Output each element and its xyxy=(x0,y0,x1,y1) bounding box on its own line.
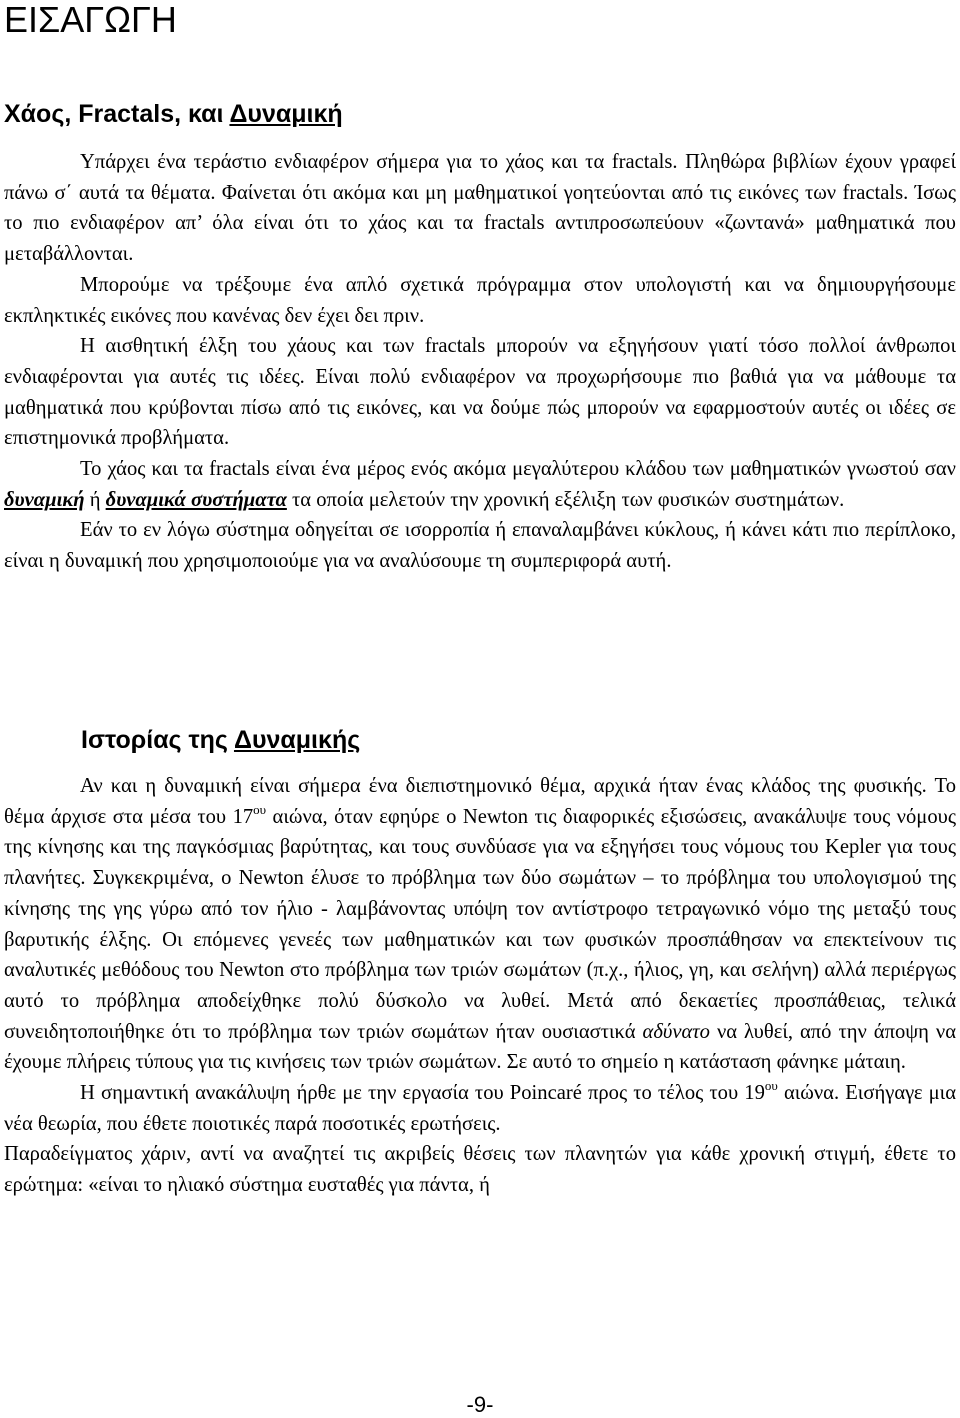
section-chaos-fractals xyxy=(4,147,956,577)
section-history-dynamics xyxy=(4,771,956,1201)
text-run: Το χάος και τα fractals είναι ένα μέρος ενός ακόμα μεγαλύτερου κλάδου των μαθηματικών γνωστού σαν xyxy=(80,458,956,481)
text-run: ή xyxy=(84,488,106,511)
section-title-prefix: Ιστορίας της xyxy=(81,726,234,754)
section-title-history xyxy=(81,721,360,759)
text-run: αιώνα, όταν εφηύρε ο Newton τις διαφορικές εξισώσεις, ανακάλυψε τους νόμους της κίνησης και της παγκόσμιας βαρύτητας, και τους συνδύασε για να εξηγήσει τους νόμους του Kepler για τους πλανήτες. Συγκεκριμένα, ο Newton έλυσε το πρόβλημα των δύο σωμάτων – το πρόβλημα του υπολογισμού της κίνησης της γης γύρω από τον ήλιο - λαμβάνοντας υπόψη τον αντίστροφο τετραγωνικό νόμο της μεταξύ τους βαρυτικής έλξης. Οι επόμενες γενεές των μαθηματικών και των φυσικών προσπάθησαν να επεκτείνουν τις αναλυτικές μεθόδους του Newton στο πρόβλημα των τριών σωμάτων (π.χ., ήλιος, γη, και σελήνη) αλλά περιέργως αυτό το πρόβλημα αποδείχθηκε πολύ δύσκολο να λυθεί. Μετά από δεκαετίες προσπάθειας, τελικά συνειδητοποιήθηκε ότι το πρόβλημα των τριών σωμάτων ήταν ουσιαστικά xyxy=(4,805,956,1043)
text-run: να λυθεί, από την άποψη να έχουμε πλήρεις τύπους για τις κινήσεις των τριών σωμάτων. Σε αυτό το σημείο η κατάσταση φάνηκε μάταιη. xyxy=(4,1020,957,1074)
text-run: Η σημαντική ανακάλυψη ήρθε με την εργασία του Poincaré προς το τέλος του 19 xyxy=(80,1082,765,1105)
paragraph: Υπάρχει ένα τεράστιο ενδιαφέρον σήμερα για το χάος και τα fractals. Πληθώρα βιβλίων έχουν γραφεί πάνω σ΄ αυτά τα θέματα. Φαίνεται ότι ακόμα και μη μαθηματικοί γοητεύονται από τις εικόνες των fractals. Ίσως το πιο ενδιαφέρον απ’ όλα είναι ότι το χάος και τα fractals αντιπροσωπεύουν «ζωντανά» μαθηματικά που μεταβάλλονται. xyxy=(4,151,956,266)
text-run: Αν και η δυναμική είναι σήμερα ένα διεπιστημονικό θέμα, αρχικά ήταν ένας κλάδος της φυσικής. Το θέμα άρχισε στα μέσα του 17 xyxy=(4,775,956,828)
page-number: -9- xyxy=(466,1392,494,1417)
superscript: ου xyxy=(253,801,267,817)
term-dynamical-systems: δυναμικά συστήματα xyxy=(105,488,287,511)
text-run: αιώνα. Εισήγαγε μια νέα θεωρία, που έθετε ποιοτικές παρά ποσοτικές ερωτήσεις. xyxy=(4,1082,956,1135)
term-impossible: αδύνατο xyxy=(642,1020,710,1043)
superscript: ου xyxy=(764,1078,778,1094)
page-heading: ΕΙΣΑΓΩΓΗ xyxy=(4,0,177,40)
paragraph xyxy=(4,454,956,515)
paragraph xyxy=(4,1078,956,1139)
section-title-chaos-fractals xyxy=(4,97,343,131)
paragraph: Μπορούμε να τρέξουμε ένα απλό σχετικά πρόγραμμα στον υπολογιστή και να δημιουργήσουμε εκπληκτικές εικόνες που κανένας δεν έχει δει πριν. xyxy=(4,273,956,327)
section-title-underlined: Δυναμική xyxy=(229,100,343,128)
paragraph: Εάν το εν λόγω σύστημα οδηγείται σε ισορροπία ή επαναλαμβάνει κύκλους, ή κάνει κάτι πιο περίπλοκο, είναι η δυναμική που χρησιμοποιούμε για να αναλύσουμε τη συμπεριφορά αυτή. xyxy=(4,519,956,573)
paragraph: Η αισθητική έλξη του χάους και των fractals μπορούν να εξηγήσουν γιατί τόσο πολλοί άνθρωποι ενδιαφέρονται για αυτές τις ιδέες. Είναι πολύ ενδιαφέρον να προχωρήσουμε πιο βαθιά για να μάθουμε τα μαθηματικά που κρύβονται πίσω από τις εικόνες, και να δούμε πώς μπορούν να εφαρμοστούν αυτές οι ιδέες σε επιστημονικά προβλήματα. xyxy=(4,335,956,450)
text-run: τα οποία μελετούν την χρονική εξέλιξη των φυσικών συστημάτων. xyxy=(286,488,845,511)
section-title-prefix: Χάος, Fractals, και xyxy=(4,100,230,128)
term-dynamics: δυναμική xyxy=(4,488,85,511)
section-title-underlined: Δυναμικής xyxy=(233,726,361,754)
paragraph: Παραδείγματος χάριν, αντί να αναζητεί τις ακριβείς θέσεις των πλανητών για κάθε χρονική στιγμή, έθετε το ερώτημα: «είναι το ηλιακό σύστημα ευσταθές για πάντα, ή xyxy=(4,1143,956,1197)
paragraph xyxy=(4,771,956,1078)
